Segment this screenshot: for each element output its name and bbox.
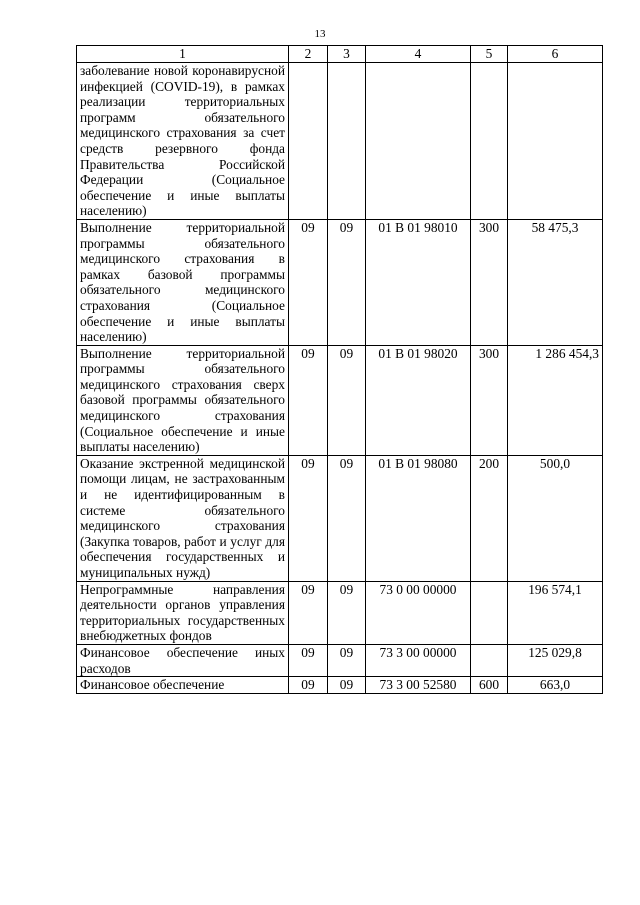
row-vr — [471, 581, 508, 644]
row-pr: 09 — [328, 581, 366, 644]
row-csr: 73 3 00 52580 — [366, 677, 471, 694]
row-csr — [366, 63, 471, 220]
row-pr — [328, 63, 366, 220]
table-row — [77, 63, 603, 220]
header-cell-1: 1 — [77, 46, 289, 63]
row-name: Оказание экстренной медицинской помощи лицам, не застрахованным и не идентифицированным в системе обязательного медицинского страхования (Закупка товаров, работ и услуг для обеспечения государственных и муниципальных нужд) — [77, 455, 289, 581]
table-row — [77, 345, 603, 455]
table-row — [77, 644, 603, 676]
row-pr: 09 — [328, 644, 366, 676]
row-name: Финансовое обеспечение — [77, 677, 289, 694]
row-name: Выполнение территориальной программы обязательного медицинского страхования в рамках базовой программы обязательного медицинского страхования (Социальное обеспечение и иные выплаты населению) — [77, 219, 289, 345]
header-cell-3: 3 — [328, 46, 366, 63]
row-vr — [471, 644, 508, 676]
header-cell-4: 4 — [366, 46, 471, 63]
row-pr: 09 — [328, 677, 366, 694]
header-cell-5: 5 — [471, 46, 508, 63]
header-cell-6: 6 — [508, 46, 603, 63]
page-number: 13 — [314, 28, 326, 40]
row-rz: 09 — [289, 677, 328, 694]
row-rz: 09 — [289, 644, 328, 676]
row-name: Финансовое обеспечение иных расходов — [77, 644, 289, 676]
row-csr: 01 В 01 98020 — [366, 345, 471, 455]
row-vr: 300 — [471, 219, 508, 345]
row-sum: 196 574,1 — [508, 581, 603, 644]
budget-table — [76, 45, 603, 694]
row-sum: 663,0 — [508, 677, 603, 694]
row-vr: 200 — [471, 455, 508, 581]
table-row — [77, 455, 603, 581]
table-row — [77, 677, 603, 694]
row-rz — [289, 63, 328, 220]
row-sum — [508, 63, 603, 220]
row-csr: 01 В 01 98010 — [366, 219, 471, 345]
row-vr — [471, 63, 508, 220]
row-rz: 09 — [289, 455, 328, 581]
row-sum: 58 475,3 — [508, 219, 603, 345]
row-csr: 73 0 00 00000 — [366, 581, 471, 644]
row-name: Непрограммные направления деятельности органов управления территориальных государственных внебюджетных фондов — [77, 581, 289, 644]
row-sum: 500,0 — [508, 455, 603, 581]
row-rz: 09 — [289, 581, 328, 644]
row-sum: 1 286 454,3 — [508, 345, 603, 455]
row-sum: 125 029,8 — [508, 644, 603, 676]
row-csr: 01 В 01 98080 — [366, 455, 471, 581]
row-vr: 300 — [471, 345, 508, 455]
row-rz: 09 — [289, 219, 328, 345]
row-csr: 73 3 00 00000 — [366, 644, 471, 676]
row-pr: 09 — [328, 455, 366, 581]
row-name: заболевание новой коронавирусной инфекцией (COVID-19), в рамках реализации территориальных программ обязательного медицинского страхования за счет средств резервного фонда Правительства Российской Федерации (Социальное обеспечение и иные выплаты населению) — [77, 63, 289, 220]
row-pr: 09 — [328, 345, 366, 455]
row-name: Выполнение территориальной программы обязательного медицинского страхования сверх базовой программы обязательного медицинского страхования (Социальное обеспечение и иные выплаты населению) — [77, 345, 289, 455]
header-cell-2: 2 — [289, 46, 328, 63]
table-row — [77, 581, 603, 644]
header-row — [77, 46, 603, 63]
row-rz: 09 — [289, 345, 328, 455]
row-vr: 600 — [471, 677, 508, 694]
table-row — [77, 219, 603, 345]
row-pr: 09 — [328, 219, 366, 345]
